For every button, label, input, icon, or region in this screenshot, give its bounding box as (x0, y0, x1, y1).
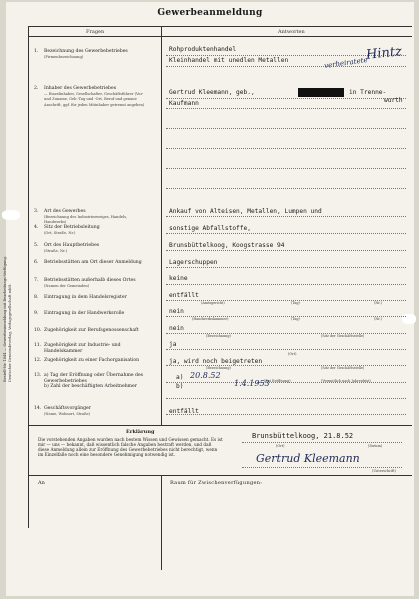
question-label: Inhaber des Gewerbebetriebes (44, 86, 117, 91)
answer-line (166, 398, 406, 399)
footer-rule (28, 475, 412, 476)
question-7 (34, 278, 159, 290)
question-hint: (Namen der Gemeinden) (44, 283, 90, 288)
header-rule (28, 36, 412, 37)
question-3 (34, 209, 159, 223)
caption: (Sitz der Geschäftsstelle) (321, 334, 365, 338)
question-number: 10. (34, 328, 42, 333)
question-2 (34, 86, 159, 126)
signature-line (242, 442, 402, 443)
form-page (3, 2, 414, 596)
question-label: Sitz der Betriebsleitung (44, 225, 100, 230)
answer-line (166, 267, 406, 268)
answer-line (166, 284, 406, 285)
answer-line (166, 168, 406, 169)
question-number: 3. (34, 209, 39, 214)
caption: (Bezeichnung) (206, 366, 231, 370)
answer-13a-date: 20.8.52 (190, 371, 221, 380)
answer-2-name: Gertrud Kleemann, geb., (169, 89, 255, 96)
question-9 (34, 311, 159, 318)
question-number: 8. (34, 295, 39, 300)
question-8 (34, 295, 159, 302)
caption: (Datum) (368, 444, 383, 448)
answer-line (166, 188, 406, 189)
remarks-label: Raum für Zwischenverfügungen: (170, 480, 263, 486)
question-number: 4. (34, 225, 39, 230)
column-header-answers: Antworten (278, 29, 305, 35)
question-hint: (Name, Wohnort, Straße) (44, 411, 91, 416)
answer-line (166, 148, 406, 149)
answer-14: entfällt (169, 408, 199, 415)
question-5 (34, 243, 159, 255)
caption: (Sitz der Geschäftsstelle) (321, 366, 365, 370)
question-number: 12. (34, 358, 42, 363)
question-11 (34, 343, 159, 355)
answer-3-line2: sonstige Abfallstoffe, (169, 225, 251, 232)
question-number: 1. (34, 49, 39, 54)
caption: (Ort) (288, 352, 297, 356)
footer-divider (161, 475, 162, 570)
answer-13a-prefix: a) (176, 374, 184, 381)
question-label: Ort des Hauptbetriebes (44, 243, 100, 248)
handwritten-note: verheiratete (323, 55, 369, 71)
question-number: 13. (34, 373, 42, 378)
question-hint: (Firmenbezeichnung) (44, 54, 84, 59)
question-10 (34, 328, 159, 340)
answer-2-place-cont: wurth (384, 97, 403, 104)
handwritten-name: Hintz (365, 44, 403, 63)
signature-line (242, 467, 402, 468)
question-label: Betriebsstätten außerhalb dieses Ortes (44, 278, 136, 283)
answer-7: keine (169, 275, 188, 282)
question-hint: (Ort, Straße, Nr.) (44, 230, 76, 235)
answer-1-line1: Rohproduktenhandel (169, 46, 237, 53)
answer-line (166, 333, 406, 334)
question-number: 7. (34, 278, 39, 283)
caption: (Tag) (291, 317, 300, 321)
question-label: a) Tag der Eröffnung oder Übernahme des Gewerbebetriebes (44, 373, 144, 384)
recipient-label: An (38, 480, 45, 486)
answer-13b-date: 1.4.1953 (234, 379, 270, 388)
question-number: 6. (34, 260, 39, 265)
answer-5: Brunsbüttelkoog, Koogstrasse 94 (169, 242, 285, 249)
answer-8: entfällt (169, 292, 199, 299)
question-number: 2. (34, 86, 39, 91)
signature: Gertrud Kleemann (256, 452, 360, 465)
question-label: Betriebsstätten am Ort dieser Anmeldung (44, 260, 142, 265)
question-label: Bezeichnung des Gewerbebetriebes (44, 49, 128, 54)
table-top-rule (28, 26, 412, 27)
answer-10: nein (169, 325, 184, 332)
answer-line (166, 233, 406, 234)
answer-line (166, 250, 406, 251)
question-label: Geschäftsvorgänger (44, 406, 91, 411)
caption: (Vermutlich nach Jahresfrist) (321, 379, 371, 383)
caption: (Tag) (291, 301, 300, 305)
question-hint: (Bezeichnung des Industriezweiges, Handels, Handwerks) (44, 214, 128, 225)
declaration-place-date: Brunsbüttelkoog, 21.8.52 (252, 432, 354, 440)
column-divider (161, 26, 162, 425)
answer-line (166, 216, 406, 217)
redaction-bar (298, 88, 344, 97)
answer-line (166, 414, 406, 415)
left-border (28, 26, 29, 528)
question-hint: — Einzelinhaber, Gesellschafter, Geschäftsführer (Vor- und Zuname, Geb.-Tag und -Ort, Beruf und genaue Anschrift, ggf. für jeden Mitinhaber getrennt angeben) (44, 91, 145, 107)
column-header-questions: Fragen (86, 29, 105, 35)
question-4 (34, 225, 159, 237)
caption: (Bezeichnung) (206, 334, 231, 338)
question-label: Zugehörigkeit zur Industrie- und Handelskammer (44, 343, 121, 354)
answer-line (166, 349, 406, 350)
question-label: Zugehörigkeit zu einer Fachorganisation (44, 358, 140, 363)
question-label: Eintragung in der Handwerksrolle (44, 311, 125, 316)
question-label: Zugehörigkeit zur Berufsgenossenschaft (44, 328, 139, 333)
answer-line (166, 365, 406, 366)
side-print-line1: Bestell-Nr. 1844 — Gewerbeanmeldung mit Bearbeitungs-Verfügung. (3, 256, 7, 382)
declaration-heading: Erklärung (126, 429, 155, 435)
answer-9: nein (169, 308, 184, 315)
answer-12: ja, wird noch beigetreten (169, 358, 263, 365)
answer-2-place: in Trenne- (349, 89, 387, 96)
caption: (Ort) (276, 444, 285, 448)
answer-11: ja (169, 341, 177, 348)
declaration-text: Die vorstehenden Angaben wurden nach bestem Wissen und Gewissen gemacht. Es ist mir — uns — bekannt, daß wissentlich falsche Angaben bestraft werden, und daß diese Anmeldung allein zur Eröffnung des Gewerbebetriebes nicht berechtigt, wenn im Einzelfalle noch eine besondere Genehmigung notwendig ist. (38, 437, 223, 457)
caption: (Nr.) (374, 301, 382, 305)
form-title: Gewerbeanmeldung (157, 8, 263, 18)
question-number: 11. (34, 343, 42, 348)
question-1 (34, 49, 159, 63)
question-number: 9. (34, 311, 39, 316)
answer-line (166, 128, 406, 129)
answer-6: Lagerschuppen (169, 259, 218, 266)
punch-hole (2, 210, 20, 220)
answer-3-line1: Ankauf von Alteisen, Metallen, Lumpen und (169, 208, 322, 215)
question-label: Art des Gewerbes (44, 209, 86, 214)
question-hint: (Straße, Nr.) (44, 248, 67, 253)
answer-13b-prefix: b) (176, 383, 184, 390)
question-6 (34, 260, 159, 272)
caption: (Nr.) (374, 317, 382, 321)
caption: (Bei Eröffnung) (264, 379, 291, 383)
question-13 (34, 373, 159, 401)
answer-2-profession: Kaufmann (169, 100, 199, 107)
question-label: b) Zahl der beschäftigten Arbeitnehmer (44, 384, 137, 390)
question-number: 5. (34, 243, 39, 248)
answer-line (166, 66, 406, 67)
declaration-rule (28, 425, 412, 426)
question-14 (34, 406, 159, 418)
caption: (Amtsgericht) (201, 301, 225, 305)
question-number: 14. (34, 406, 42, 411)
answer-1-line2: Kleinhandel mit unedlen Metallen (169, 57, 289, 64)
caption: (Handwerkskammer) (192, 317, 229, 321)
question-label: Eintragung in dem Handelsregister (44, 295, 127, 300)
answer-line (166, 108, 406, 109)
caption: (Unterschrift) (372, 469, 396, 473)
answer-line (166, 98, 406, 99)
side-print-line2: Deutscher Gemeindeverlag, Verlagsgesellschaft mbH. (8, 283, 12, 382)
question-12 (34, 358, 159, 370)
